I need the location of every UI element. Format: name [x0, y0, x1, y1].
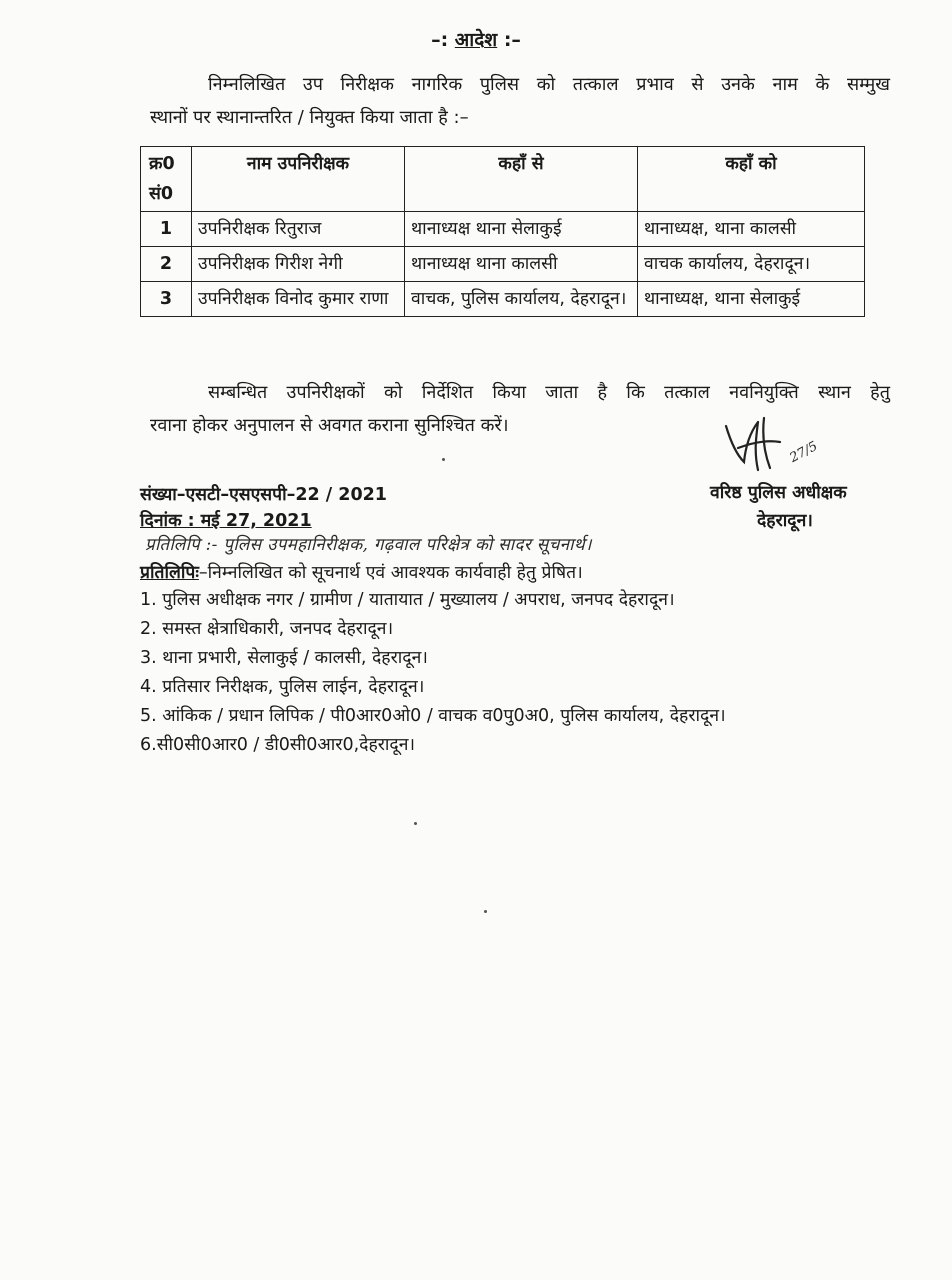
row-name: उपनिरीक्षक गिरीश नेगी [192, 247, 405, 282]
table-row [141, 212, 865, 247]
intro-paragraph [150, 68, 890, 134]
reference-number: संख्या–एसटी–एसएसपी–22 / 2021 [140, 485, 387, 505]
row-to: थानाध्यक्ष, थाना सेलाकुई [638, 282, 865, 317]
header-name: नाम उपनिरीक्षक [192, 147, 405, 212]
speck [484, 910, 487, 913]
row-to: वाचक कार्यालय, देहरादून। [638, 247, 865, 282]
copy-heading [140, 560, 583, 584]
copy-label: प्रतिलिपिः [140, 563, 199, 583]
list-item: 4. प्रतिसार निरीक्षक, पुलिस लाईन, देहरादून। [140, 677, 425, 697]
list-item: 2. समस्त क्षेत्राधिकारी, जनपद देहरादून। [140, 619, 394, 639]
row-serial: 2 [141, 247, 192, 282]
copy-recipient-list [140, 586, 880, 760]
intro-line-2: स्थानों पर स्थानान्तरित / नियुक्त किया जाता है :– [150, 107, 469, 128]
intro-line-1: निम्नलिखित उप निरीक्षक नागरिक पुलिस को तत्काल प्रभाव से उनके नाम के सम्मुख [208, 74, 890, 95]
heading-prefix: –: [431, 29, 455, 51]
table-header-row [141, 147, 865, 212]
list-item: 1. पुलिस अधीक्षक नगर / ग्रामीण / यातायात / मुख्यालय / अपराध, जनपद देहरादून। [140, 590, 675, 610]
row-to: थानाध्यक्ष, थाना कालसी [638, 212, 865, 247]
copy-text: –निम्नलिखित को सूचनार्थ एवं आवश्यक कार्यवाही हेतु प्रेषित। [198, 563, 583, 583]
signatory-place: देहरादून। [757, 511, 813, 531]
reference-date: दिनांक : मई 27, 2021 [140, 511, 312, 531]
row-name: उपनिरीक्षक विनोद कुमार राणा [192, 282, 405, 317]
table-row [141, 282, 865, 317]
list-item: 3. थाना प्रभारी, सेलाकुई / कालसी, देहरादून। [140, 648, 428, 668]
instruction-line-1: सम्बन्धित उपनिरीक्षकों को निर्देशित किया जाता है कि तत्काल नवनियुक्ति स्थान हेतु [208, 382, 890, 403]
row-from: वाचक, पुलिस कार्यालय, देहरादून। [405, 282, 638, 317]
row-serial: 1 [141, 212, 192, 247]
instruction-line-2: रवाना होकर अनुपालन से अवगत कराना सुनिश्चित करें। [150, 415, 509, 436]
speck [442, 458, 445, 461]
signature-mark [718, 412, 848, 482]
list-item: 5. आंकिक / प्रधान लिपिक / पी0आर0ओ0 / वाचक व0पु0अ0, पुलिस कार्यालय, देहरादून। [140, 706, 726, 726]
order-heading [0, 26, 952, 52]
header-to: कहाँ को [638, 147, 865, 212]
heading-suffix: :– [497, 29, 521, 51]
row-from: थानाध्यक्ष थाना सेलाकुई [405, 212, 638, 247]
list-item: 6.सी0सी0आर0 / डी0सी0आर0,देहरादून। [140, 735, 416, 755]
signature-date: 27/5 [787, 438, 821, 466]
header-serial: क्र0 सं0 [141, 147, 192, 212]
row-from: थानाध्यक्ष थाना कालसी [405, 247, 638, 282]
signatory-designation: वरिष्ठ पुलिस अधीक्षक [710, 483, 847, 503]
handwritten-copy-note: प्रतिलिपि :- पुलिस उपमहानिरीक्षक, गढ़वाल परिक्षेत्र को सादर सूचनार्थ। [145, 535, 592, 555]
heading-title: आदेश [454, 29, 498, 51]
speck [414, 822, 417, 825]
row-serial: 3 [141, 282, 192, 317]
row-name: उपनिरीक्षक रितुराज [192, 212, 405, 247]
header-from: कहाँ से [405, 147, 638, 212]
transfer-table [140, 146, 865, 317]
table-row [141, 247, 865, 282]
